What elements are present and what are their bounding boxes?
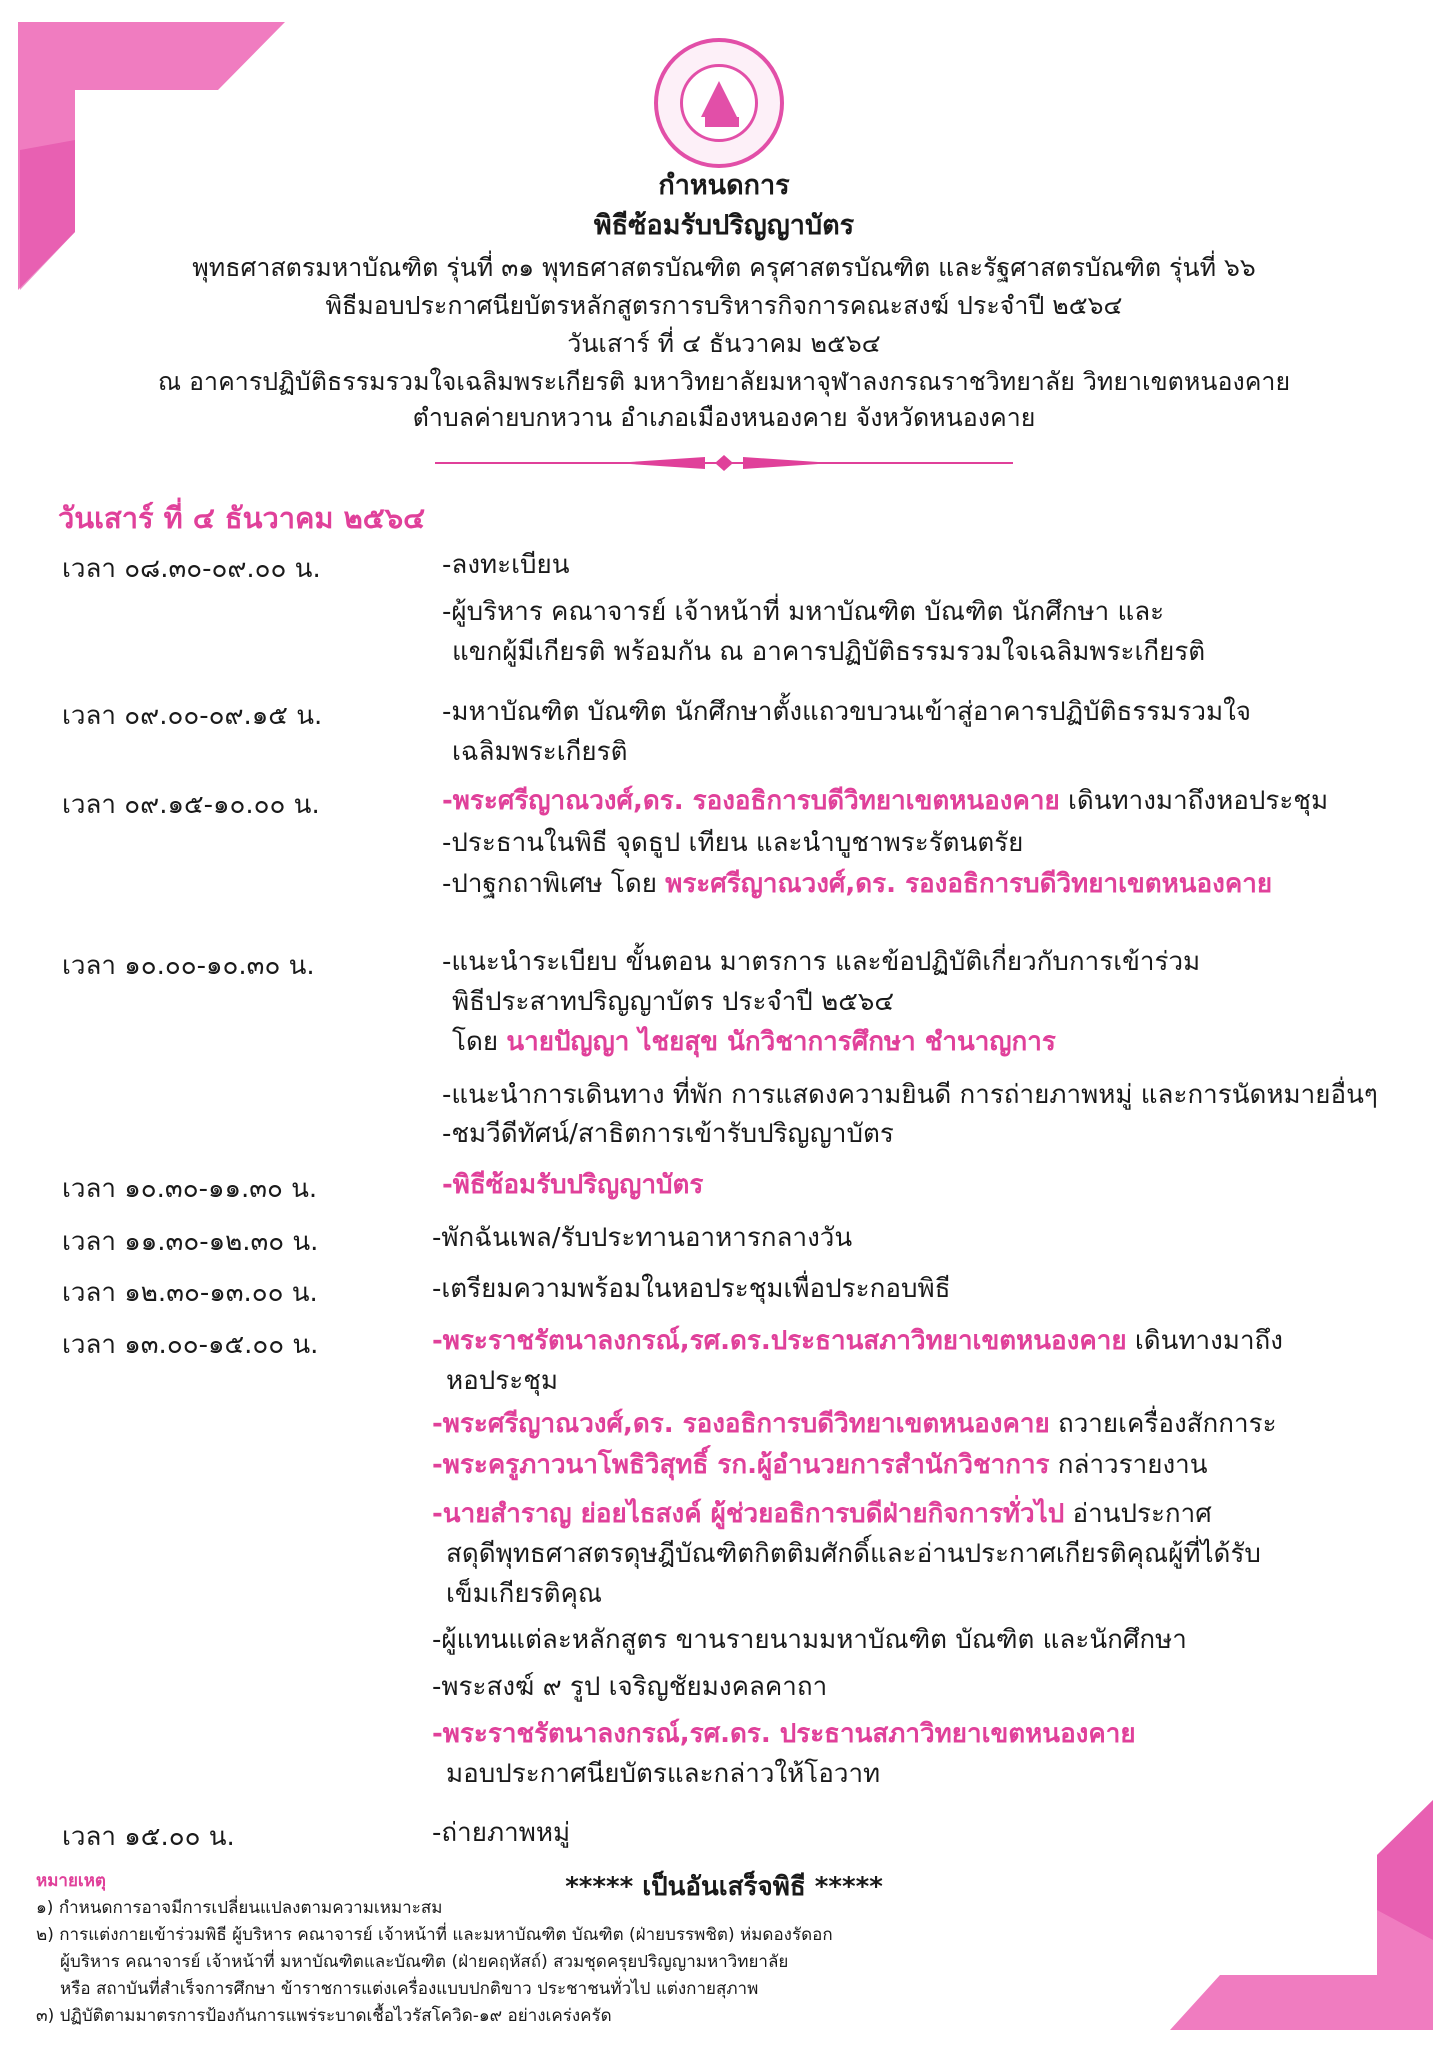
activity-offering <box>432 1404 1277 1444</box>
activity-vice-rector-arrival <box>442 781 1328 821</box>
activity-name-calling: -ผู้แทนแต่ละหลักสูตร ขานรายนามมหาบัณฑิต บัณฑิต และนักศึกษา <box>432 1625 1187 1655</box>
activity-arrival-line2: แขกผู้มีเกียรติ พร้อมกัน ณ อาคารปฏิบัติธรรมรวมใจเฉลิมพระเกียรติ <box>452 637 1206 667</box>
header-line-4: ณ อาคารปฏิบัติธรรมรวมใจเฉลิมพระเกียรติ มหาวิทยาลัยมหาจุฬาลงกรณราชวิทยาลัย วิทยาเขตหนองคาย <box>157 367 1291 396</box>
seal-base <box>705 117 739 127</box>
university-seal-logo <box>654 38 784 168</box>
header-line-1: พุทธศาสตรมหาบัณฑิต รุ่นที่ ๓๑ พุทธศาสตรบัณฑิต ครุศาสตรบัณฑิต และรัฐศาสตรบัณฑิต รุ่นที่ ๖๖ <box>192 253 1256 282</box>
activity-special-lecture <box>442 864 1272 904</box>
offering-text: ถวายเครื่องสักการะ <box>1049 1409 1277 1439</box>
seal-inner-circle <box>680 64 758 142</box>
activity-chair-arrival-line2: หอประชุม <box>446 1366 558 1396</box>
note-3: ๓) ปฏิบัติตามมาตรการป้องกันการแพร่ระบาดเชื้อไวรัสโควิด-๑๙ อย่างเคร่งครัด <box>36 2006 612 2026</box>
activity-lunch: -พักฉันเพล/รับประทานอาหารกลางวัน <box>432 1223 853 1253</box>
briefing-by: โดย <box>452 1027 507 1057</box>
announcement-text: อ่านประกาศ <box>1064 1499 1212 1529</box>
header-line-5: ตำบลค่ายบกหวาน อำเภอเมืองหนองคาย จังหวัดหนองคาย <box>412 403 1036 432</box>
time-slot-2: เวลา ๐๙.๐๐-๐๙.๑๕ น. <box>62 701 323 731</box>
announcer-name: -นายสำราญ ย่อยไธสงค์ ผู้ช่วยอธิการบดีฝ่ายกิจการทั่วไป <box>432 1499 1065 1529</box>
activity-chanting: -พระสงฆ์ ๙ รูป เจริญชัยมงคลคาถา <box>432 1672 828 1702</box>
time-slot-4: เวลา ๑๐.๐๐-๑๐.๓๐ น. <box>62 951 315 981</box>
briefer-name: นายปัญญา ไชยสุข นักวิชาการศึกษา ชำนาญการ <box>506 1027 1056 1057</box>
activity-report <box>432 1445 1208 1485</box>
report-text: กล่าวรายงาน <box>1049 1450 1208 1480</box>
time-slot-6: เวลา ๑๑.๓๐-๑๒.๓๐ น. <box>62 1227 319 1257</box>
activity-announcement-line3: เข็มเกียรติคุณ <box>446 1579 603 1609</box>
notes <box>36 1868 833 2030</box>
activity-arrival-line1: -ผู้บริหาร คณาจารย์ เจ้าหน้าที่ มหาบัณฑิต บัณฑิต นักศึกษา และ <box>442 597 1165 627</box>
activity-announcement <box>432 1494 1212 1534</box>
time-slot-8: เวลา ๑๓.๐๐-๑๕.๐๐ น. <box>62 1330 319 1360</box>
activity-group-photo: -ถ่ายภาพหมู่ <box>432 1818 571 1848</box>
activity-briefing-line3 <box>452 1022 1056 1062</box>
activity-procession-line1: -มหาบัณฑิต บัณฑิต นักศึกษาตั้งแถวขบวนเข้าสู่อาคารปฏิบัติธรรมรวมใจ <box>442 697 1252 727</box>
activity-chair-arrival <box>432 1321 1283 1361</box>
time-slot-9: เวลา ๑๕.๐๐ น. <box>62 1822 235 1852</box>
chair-name: -พระราชรัตนาลงกรณ์,รศ.ดร.ประธานสภาวิทยาเขตหนองคาย <box>432 1326 1127 1356</box>
activity-preparation: -เตรียมความพร้อมในหอประชุมเพื่อประกอบพิธี <box>432 1274 951 1304</box>
activity-travel-guidance: -แนะนำการเดินทาง ที่พัก การแสดงความยินดี การถ่ายภาพหมู่ และการนัดหมายอื่นๆ <box>442 1080 1378 1110</box>
arrival-text: เดินทางมาถึงหอประชุม <box>1059 786 1329 816</box>
chair-arrival-text: เดินทางมาถึง <box>1126 1326 1283 1356</box>
note-1: ๑) กำหนดการอาจมีการเปลี่ยนแปลงตามความเหมาะสม <box>36 1898 443 1918</box>
time-slot-3: เวลา ๐๙.๑๕-๑๐.๐๐ น. <box>62 790 320 820</box>
header-line-2: พิธีมอบประกาศนียบัตรหลักสูตรการบริหารกิจการคณะสงฆ์ ประจำปี ๒๕๖๔ <box>325 291 1123 320</box>
activity-certificate-presenter: -พระราชรัตนาลงกรณ์,รศ.ดร. ประธานสภาวิทยาเขตหนองคาย <box>432 1719 1136 1749</box>
activity-candle-lighting: -ประธานในพิธี จุดธูป เทียน และนำบูชาพระรัตนตรัย <box>442 828 1024 858</box>
note-2-line3: หรือ สถาบันที่สำเร็จการศึกษา ข้าราชการแต่งเครื่องแบบปกติขาว ประชาชนทั่วไป แต่งกายสุภาพ <box>60 1979 759 1999</box>
seal-temple-icon <box>701 81 737 117</box>
header-divider <box>435 455 1013 471</box>
time-slot-5: เวลา ๑๐.๓๐-๑๑.๓๐ น. <box>62 1174 318 1204</box>
activity-briefing-line2: พิธีประสาทปริญญาบัตร ประจำปี ๒๕๖๔ <box>452 987 895 1017</box>
vice-rector-name: -พระศรีญาณวงศ์,ดร. รองอธิการบดีวิทยาเขตหนองคาย <box>442 786 1060 816</box>
time-slot-1: เวลา ๐๘.๓๐-๐๙.๐๐ น. <box>62 554 321 584</box>
page-subtitle: พิธีซ้อมรับปริญญาบัตร <box>593 210 855 241</box>
activity-procession-line2: เฉลิมพระเกียรติ <box>452 737 628 767</box>
activity-announcement-line2: สดุดีพุทธศาสตรดุษฎีบัณฑิตกิตติมศักดิ์และอ่านประกาศเกียรติคุณผู้ที่ได้รับ <box>446 1539 1261 1569</box>
note-2: ๒) การแต่งกายเข้าร่วมพิธี ผู้บริหาร คณาจารย์ เจ้าหน้าที่ และมหาบัณฑิต บัณฑิต (ฝ่ายบรรพชิต) ห่มดองรัดอก <box>36 1925 833 1945</box>
header-line-3: วันเสาร์ ที่ ๔ ธันวาคม ๒๕๖๔ <box>567 329 881 358</box>
end-of-ceremony: ***** เป็นอันเสร็จพิธี ***** <box>565 1872 883 1902</box>
lecturer-name: พระศรีญาณวงศ์,ดร. รองอธิการบดีวิทยาเขตหนองคาย <box>665 869 1273 899</box>
activity-registration: -ลงทะเบียน <box>442 550 570 580</box>
notes-title: หมายเหตุ <box>36 1871 106 1891</box>
report-person: -พระครูภาวนาโพธิวิสุทธิ์ รก.ผู้อำนวยการสำนักวิชาการ <box>432 1450 1050 1480</box>
activity-rehearsal: -พิธีซ้อมรับปริญญาบัตร <box>442 1170 704 1200</box>
bottom-right-corner-decoration <box>1150 1790 1448 2048</box>
note-2-line2: ผู้บริหาร คณาจารย์ เจ้าหน้าที่ มหาบัณฑิตและบัณฑิต (ฝ่ายคฤหัสถ์) สวมชุดครุยปริญญามหาวิทยาลัย <box>60 1952 789 1972</box>
activity-certificate-line2: มอบประกาศนียบัตรและกล่าวให้โอวาท <box>446 1759 881 1789</box>
time-slot-7: เวลา ๑๒.๓๐-๑๓.๐๐ น. <box>62 1278 318 1308</box>
offering-person: -พระศรีญาณวงศ์,ดร. รองอธิการบดีวิทยาเขตหนองคาย <box>432 1409 1050 1439</box>
activity-video: -ชมวีดีทัศน์/สาธิตการเข้ารับปริญญาบัตร <box>442 1119 894 1149</box>
lecture-prefix: -ปาฐกถาพิเศษ โดย <box>442 869 666 899</box>
day-title: วันเสาร์ ที่ ๔ ธันวาคม ๒๕๖๔ <box>58 501 426 535</box>
page-title: กำหนดการ <box>658 170 790 201</box>
activity-briefing-line1: -แนะนำระเบียบ ขั้นตอน มาตรการ และข้อปฏิบัติเกี่ยวกับการเข้าร่วม <box>442 947 1201 977</box>
